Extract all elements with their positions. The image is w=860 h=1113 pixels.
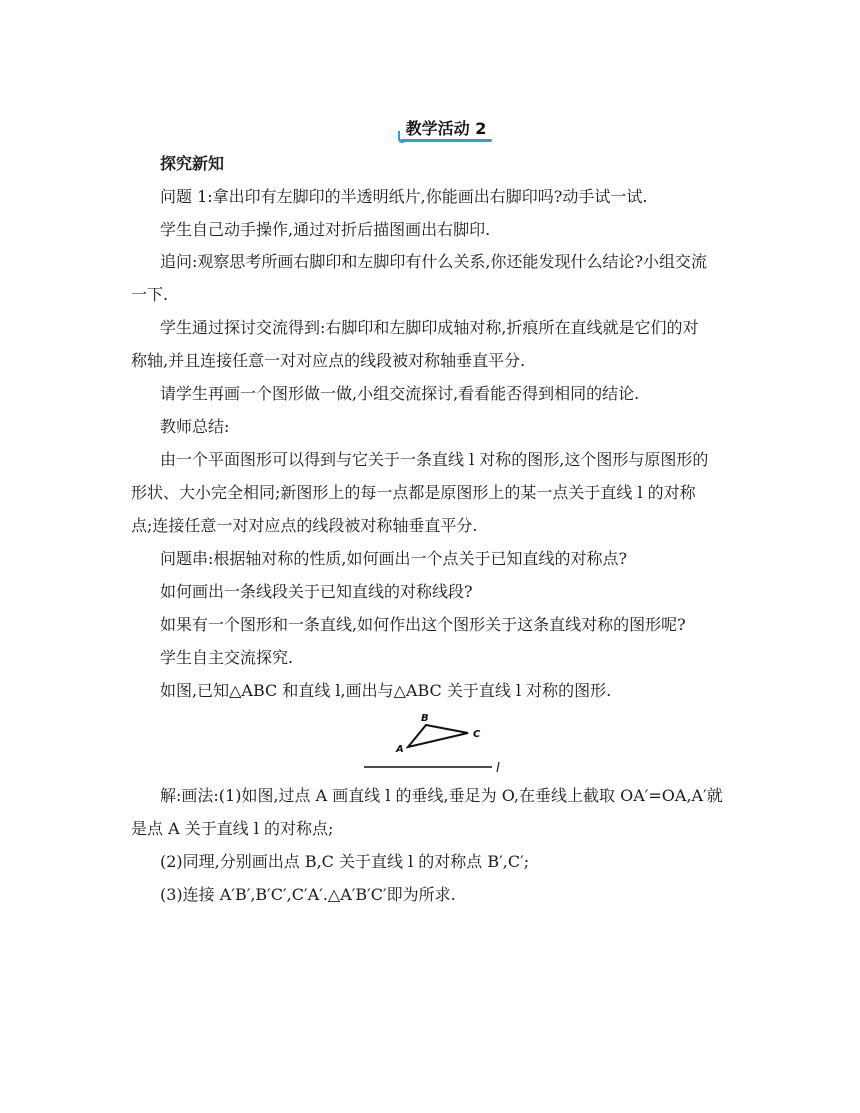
- paragraph-example-prompt: 如图,已知△ABC 和直线 l,画出与△ABC 关于直线 l 对称的图形.: [160, 681, 612, 700]
- paragraph-draw-again: 请学生再画一个图形做一做,小组交流探讨,看看能否得到相同的结论.: [160, 384, 640, 403]
- paragraph-student-operation: 学生自己动手操作,通过对折后描图画出右脚印.: [160, 220, 491, 239]
- paragraph-discussion-line-1: 学生通过探讨交流得到:右脚印和左脚印成轴对称,折痕所在直线就是它们的对: [160, 318, 699, 337]
- paragraph-solution-line-2: 是点 A 关于直线 l 的对称点;: [131, 819, 334, 838]
- paragraph-solution-step-2: (2)同理,分别画出点 B,C 关于直线 l 的对称点 B′,C′;: [160, 852, 530, 871]
- paragraph-solution-step-3: (3)连接 A′B′,B′C′,C′A′.△A′B′C′即为所求.: [160, 885, 456, 904]
- paragraph-teacher-summary: 教师总结:: [160, 417, 230, 436]
- label-line-l: l: [496, 761, 500, 775]
- triangle-abc: [408, 725, 468, 747]
- paragraph-summary-line-3: 点;连接任意一对对应点的线段被对称轴垂直平分.: [131, 516, 478, 535]
- paragraph-segment-question: 如何画出一条线段关于已知直线的对称线段?: [160, 582, 473, 601]
- paragraph-summary-line-2: 形状、大小完全相同;新图形上的每一点都是原图形上的某一点关于直线 l 的对称: [131, 483, 696, 502]
- label-point-a: A: [396, 744, 404, 755]
- paragraph-discussion-line-2: 称轴,并且连接任意一对对应点的线段被对称轴垂直平分.: [131, 351, 526, 370]
- paragraph-solution-line-1: 解:画法:(1)如图,过点 A 画直线 l 的垂线,垂足为 O,在垂线上截取 OA′=OA,A′就: [160, 786, 723, 805]
- label-point-c: C: [473, 729, 481, 740]
- paragraph-follow-up-line-1: 追问:观察思考所画右脚印和左脚印有什么关系,你还能发现什么结论?小组交流: [160, 252, 708, 271]
- paragraph-question-series: 问题串:根据轴对称的性质,如何画出一个点关于已知直线的对称点?: [160, 549, 628, 568]
- label-point-b: B: [421, 713, 429, 724]
- paragraph-follow-up-line-2: 一下.: [131, 285, 169, 304]
- activity-heading: [398, 118, 494, 144]
- triangle-abc-figure: [360, 705, 510, 775]
- section-title: 探究新知: [160, 154, 225, 173]
- heading-text: 教学活动 2: [405, 119, 487, 138]
- paragraph-self-explore: 学生自主交流探究.: [160, 648, 294, 667]
- paragraph-summary-line-1: 由一个平面图形可以得到与它关于一条直线 l 对称的图形,这个图形与原图形的: [160, 450, 709, 469]
- heading-underline: [400, 139, 492, 142]
- paragraph-figure-question: 如果有一个图形和一条直线,如何作出这个图形关于这条直线对称的图形呢?: [160, 615, 686, 634]
- paragraph-question-1: 问题 1:拿出印有左脚印的半透明纸片,你能画出右脚印吗?动手试一试.: [160, 187, 648, 206]
